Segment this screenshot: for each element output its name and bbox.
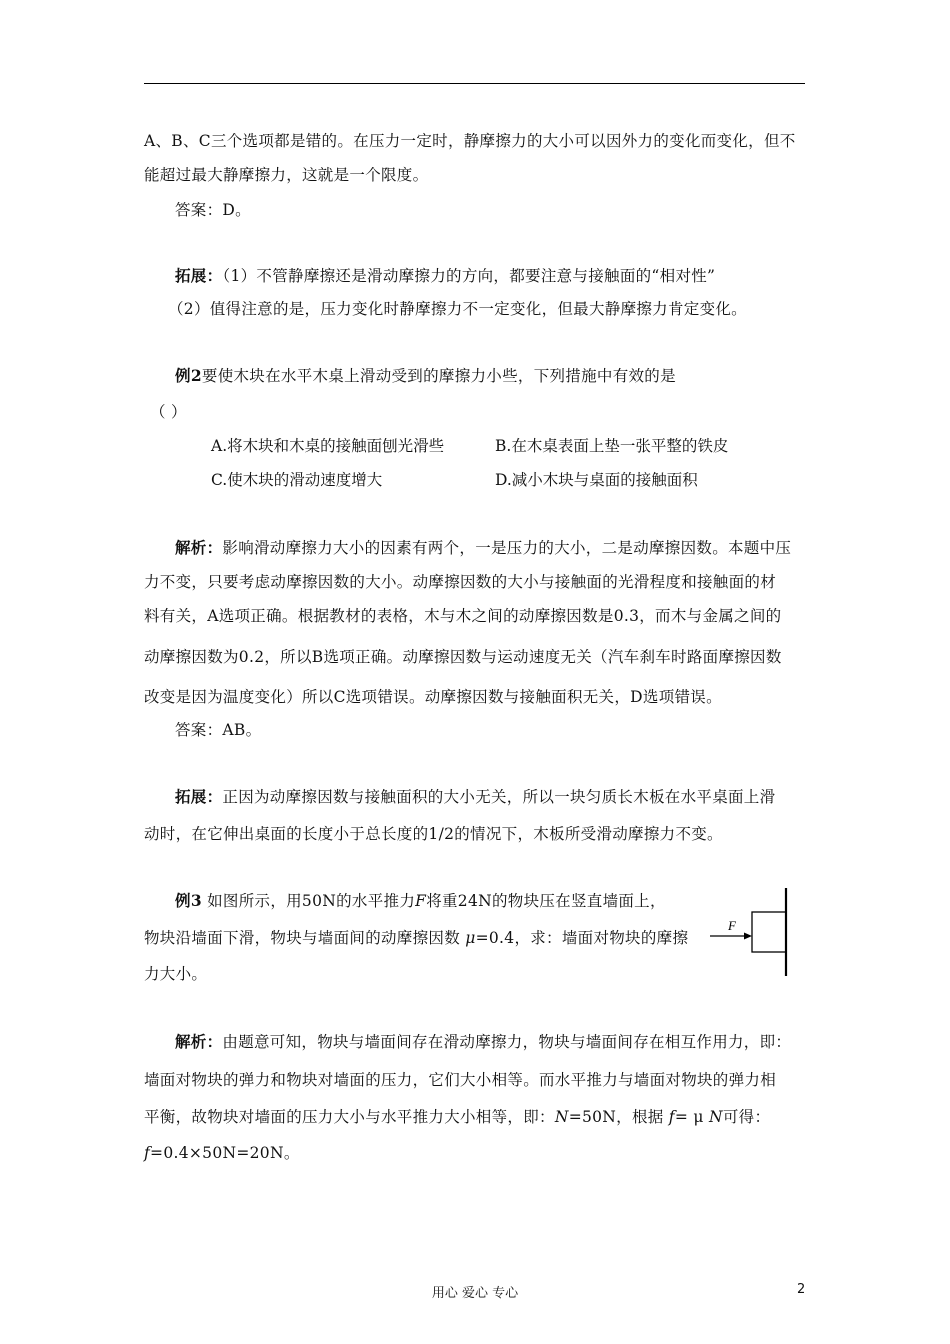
solution-label: 解析： [175, 1032, 223, 1051]
text-line: A、B、C三个选项都是错的。在压力一定时，静摩擦力的大小可以因外力的变化而变化，但不 [144, 132, 796, 150]
solution-text: = μ [674, 1108, 709, 1126]
force-label: F [728, 918, 736, 933]
extension-2-line-1 [175, 785, 775, 807]
solution-3-line-4 [144, 1141, 300, 1163]
text-line: 料有关，A选项正确。根据教材的表格，木与木之间的动摩擦因数是0.3，而木与金属之间的 [144, 607, 782, 625]
answer-1: 答案：D。 [175, 201, 251, 219]
example-text: 如图所示，用50N的水平推力 [201, 892, 416, 910]
force-arrow-head [744, 933, 752, 940]
option-a: A.将木块和木桌的接触面刨光滑些 [211, 437, 445, 455]
example-text: 要使木块在水平木桌上滑动受到的摩擦力小些，下列措施中有效的是 [201, 367, 676, 385]
header-rule [144, 83, 805, 84]
text-line: 动摩擦因数为0.2，所以B选项正确。动摩擦因数与运动速度无关（汽车刹车时路面摩擦因数 [144, 648, 782, 666]
example-label: 例 [175, 891, 191, 910]
friction-symbol: f [144, 1144, 151, 1162]
solution-text: 可得： [722, 1108, 771, 1126]
text-line: 墙面对物块的弹力和物块对墙面的压力，它们大小相等。而水平推力与墙面对物块的弹力相 [144, 1071, 777, 1089]
solution-text: 由题意可知，物块与墙面间存在滑动摩擦力，物块与墙面间存在相互作用力，即： [222, 1033, 792, 1051]
normal-force-symbol: N [554, 1108, 569, 1126]
force-symbol: F [415, 892, 427, 910]
option-d: D.减小木块与桌面的接触面积 [495, 471, 698, 489]
extension-label: 拓展： [175, 266, 223, 285]
friction-symbol: f [668, 1108, 675, 1126]
example-3-line-2 [144, 926, 688, 948]
example-number: 2 [190, 366, 202, 385]
example-number: 3 [190, 891, 202, 910]
solution-3-line-1 [175, 1030, 791, 1052]
solution-text: =0.4×50N=20N。 [150, 1144, 300, 1162]
normal-force-symbol: N [708, 1108, 723, 1126]
extension-1-line-2: （2）值得注意的是，压力变化时静摩擦力不一定变化，但最大静摩擦力肯定变化。 [168, 300, 747, 318]
example-text: =0.4，求：墙面对物块的摩擦 [475, 929, 689, 947]
example-3-line-1 [175, 889, 666, 911]
solution-3-line-3 [144, 1105, 770, 1127]
extension-label: 拓展： [175, 787, 223, 806]
text-line: 动时，在它伸出桌面的长度小于总长度的1/2的情况下，木板所受滑动摩擦力不变。 [144, 825, 723, 843]
solution-text: 平衡，故物块对墙面的压力大小与水平推力大小相等，即： [144, 1108, 555, 1126]
example-2-stem [175, 364, 676, 386]
page-number: 2 [797, 1282, 806, 1297]
text-line: 力不变，只要考虑动摩擦因数的大小。动摩擦因数的大小与接触面的光滑程度和接触面的材 [144, 573, 777, 591]
footer-text: 用心 爱心 专心 [431, 1286, 519, 1301]
text-line: 能超过最大静摩擦力，这就是一个限度。 [144, 166, 429, 184]
example-3-line-3: 力大小。 [144, 965, 208, 983]
example-text: 将重24N的物块压在竖直墙面上， [426, 892, 666, 910]
extension-text: 正因为动摩擦因数与接触面积的大小无关，所以一块匀质长木板在水平桌面上滑 [222, 788, 776, 806]
option-b: B.在木桌表面上垫一张平整的铁皮 [495, 437, 729, 455]
force-diagram [706, 886, 800, 978]
answer-paren: （ ） [150, 403, 187, 421]
extension-1-line-1 [175, 264, 715, 286]
answer-2: 答案：AB。 [175, 721, 262, 739]
example-label: 例 [175, 366, 191, 385]
solution-2-line-1 [175, 536, 791, 558]
solution-text: 影响滑动摩擦力大小的因素有两个，一是压力的大小，二是动摩擦因数。本题中压 [222, 539, 792, 557]
block-rect [752, 912, 786, 952]
mu-symbol: μ [465, 929, 476, 947]
text-line: 改变是因为温度变化）所以C选项错误。动摩擦因数与接触面积无关，D选项错误。 [144, 688, 722, 706]
example-text: 物块沿墙面下滑，物块与墙面间的动摩擦因数 [144, 929, 466, 947]
extension-text: （1）不管静摩擦还是滑动摩擦力的方向，都要注意与接触面的“相对性” [222, 267, 716, 285]
solution-label: 解析： [175, 538, 223, 557]
option-c: C.使木块的滑动速度增大 [211, 471, 383, 489]
solution-text: =50N，根据 [568, 1108, 669, 1126]
